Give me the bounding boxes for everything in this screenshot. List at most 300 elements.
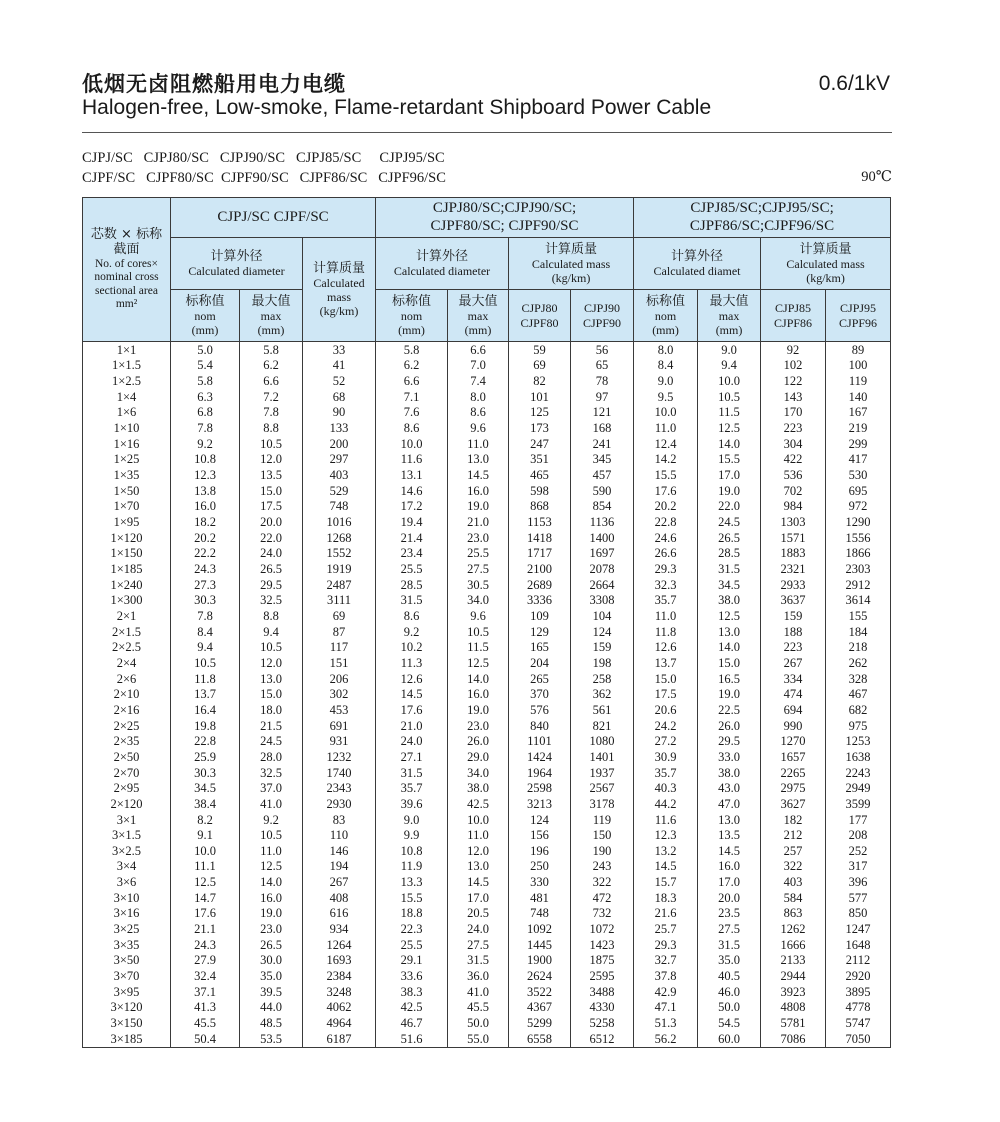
header-max-cn: 最大值 [251, 293, 291, 309]
table-row [83, 686, 891, 702]
table-cell: 20.2 [171, 530, 240, 546]
table-cell: 27.5 [698, 921, 761, 937]
header-g2-mass-en: Calculated mass [531, 257, 611, 271]
table-cell: 408 [303, 890, 376, 906]
header-g1-diameter-cn: 计算外径 [210, 248, 263, 264]
table-cell: 18.3 [634, 890, 698, 906]
table-row [83, 358, 891, 374]
table-cell: 20.6 [634, 702, 698, 718]
table-cell: 299 [826, 436, 891, 452]
table-cell: 150 [571, 827, 634, 843]
table-cell: 7.8 [171, 608, 240, 624]
table-cell: 975 [826, 718, 891, 734]
table-cell: 17.0 [698, 874, 761, 890]
table-cell: 27.5 [448, 937, 509, 953]
header-g3-mass-a-1: CJPJ85 [775, 301, 812, 316]
table-cell: 328 [826, 671, 891, 687]
table-cell: 330 [509, 874, 571, 890]
table-cell: 47.1 [634, 1000, 698, 1016]
table-cell: 11.0 [634, 608, 698, 624]
table-cell: 13.0 [448, 859, 509, 875]
table-cell: 129 [509, 624, 571, 640]
table-cell: 19.4 [376, 514, 448, 530]
table-cell: 13.7 [171, 686, 240, 702]
table-cell: 1262 [761, 921, 826, 937]
table-cell: 18.8 [376, 906, 448, 922]
table-cell: 1072 [571, 921, 634, 937]
table-cell: 56.2 [634, 1031, 698, 1047]
table-cell: 1866 [826, 546, 891, 562]
table-cell: 3895 [826, 984, 891, 1000]
table-cell: 19.8 [171, 718, 240, 734]
table-cell: 11.0 [448, 827, 509, 843]
table-cell: 13.0 [698, 624, 761, 640]
table-cell: 6.8 [171, 405, 240, 421]
table-cell: 1919 [303, 561, 376, 577]
table-cell: 453 [303, 702, 376, 718]
table-cell: 10.0 [634, 405, 698, 421]
table-cell: 931 [303, 733, 376, 749]
table-cell: 35.7 [634, 593, 698, 609]
table-cell: 110 [303, 827, 376, 843]
header-group-1: CJPJ/SC CJPF/SC [171, 198, 376, 238]
table-cell: 1875 [571, 953, 634, 969]
table-cell: 6512 [571, 1031, 634, 1047]
table-cell: 7.8 [240, 405, 303, 421]
table-cell: 38.0 [448, 780, 509, 796]
table-cell: 50.4 [171, 1031, 240, 1047]
table-cell: 29.3 [634, 561, 698, 577]
table-cell: 10.5 [171, 655, 240, 671]
header-cores-cn: 芯数 × 标称截面 [90, 227, 163, 258]
cell-cores-section: 2×6 [83, 671, 171, 687]
table-cell: 2303 [826, 561, 891, 577]
table-cell: 7.2 [240, 389, 303, 405]
table-row [83, 342, 891, 358]
table-cell: 188 [761, 624, 826, 640]
table-cell: 41 [303, 358, 376, 374]
table-cell: 304 [761, 436, 826, 452]
table-cell: 14.0 [698, 436, 761, 452]
cell-cores-section: 1×1 [83, 342, 171, 358]
cell-cores-section: 3×120 [83, 1000, 171, 1016]
table-cell: 223 [761, 420, 826, 436]
table-row [83, 733, 891, 749]
table-cell: 17.6 [171, 906, 240, 922]
table-cell: 159 [571, 639, 634, 655]
voltage-rating: 0.6/1kV [818, 72, 890, 95]
table-cell: 403 [303, 467, 376, 483]
table-cell: 33.6 [376, 968, 448, 984]
table-cell: 317 [826, 859, 891, 875]
header-g2-mass-a-2: CJPF80 [520, 315, 559, 330]
table-cell: 10.5 [240, 639, 303, 655]
table-cell: 40.3 [634, 780, 698, 796]
cell-cores-section: 2×95 [83, 780, 171, 796]
table-cell: 15.7 [634, 874, 698, 890]
table-cell: 119 [826, 373, 891, 389]
header-nom-en: nom [194, 309, 216, 323]
table-cell: 7.4 [448, 373, 509, 389]
table-cell: 2930 [303, 796, 376, 812]
table-cell: 20.2 [634, 499, 698, 515]
table-cell: 1717 [509, 546, 571, 562]
table-cell: 24.0 [240, 546, 303, 562]
table-cell: 39.6 [376, 796, 448, 812]
header-max-cn: 最大值 [458, 293, 498, 309]
table-row [83, 843, 891, 859]
table-cell: 8.4 [634, 358, 698, 374]
table-cell: 38.3 [376, 984, 448, 1000]
header-max-en: max [260, 309, 282, 323]
table-cell: 173 [509, 420, 571, 436]
table-cell: 934 [303, 921, 376, 937]
table-cell: 124 [571, 624, 634, 640]
table-cell: 140 [826, 389, 891, 405]
table-cell: 694 [761, 702, 826, 718]
header-max-cn: 最大值 [709, 293, 749, 309]
header-g2-mass [509, 238, 634, 290]
table-cell: 31.5 [698, 937, 761, 953]
table-cell: 1697 [571, 546, 634, 562]
table-cell: 9.4 [240, 624, 303, 640]
table-cell: 102 [761, 358, 826, 374]
table-cell: 821 [571, 718, 634, 734]
header-mm: (mm) [715, 323, 743, 338]
table-cell: 11.9 [376, 859, 448, 875]
header-g2-mass-b [571, 290, 634, 342]
table-cell: 536 [761, 467, 826, 483]
table-cell: 6.6 [376, 373, 448, 389]
table-cell: 396 [826, 874, 891, 890]
header-g3-diameter-cn: 计算外径 [671, 248, 724, 264]
table-cell: 170 [761, 405, 826, 421]
table-cell: 9.0 [376, 812, 448, 828]
table-cell: 9.4 [698, 358, 761, 374]
table-cell: 125 [509, 405, 571, 421]
header-nom-cn: 标称值 [185, 293, 225, 309]
cell-cores-section: 1×1.5 [83, 358, 171, 374]
table-cell: 25.5 [376, 561, 448, 577]
header-g3-mass [761, 238, 891, 290]
table-cell: 695 [826, 483, 891, 499]
table-cell: 82 [509, 373, 571, 389]
table-row [83, 373, 891, 389]
header-g1-mass-unit: (kg/km) [319, 304, 359, 319]
table-cell: 16.0 [240, 890, 303, 906]
table-cell: 143 [761, 389, 826, 405]
table-cell: 11.5 [698, 405, 761, 421]
table-cell: 5258 [571, 1015, 634, 1031]
table-cell: 200 [303, 436, 376, 452]
cell-cores-section: 3×1 [83, 812, 171, 828]
table-cell: 26.5 [240, 561, 303, 577]
table-cell: 23.0 [448, 530, 509, 546]
header-g2-diameter [376, 238, 509, 290]
table-cell: 196 [509, 843, 571, 859]
table-cell: 267 [761, 655, 826, 671]
table-cell: 219 [826, 420, 891, 436]
table-cell: 41.3 [171, 1000, 240, 1016]
table-cell: 31.5 [376, 765, 448, 781]
table-cell: 9.4 [171, 639, 240, 655]
header-max-en: max [467, 309, 489, 323]
table-cell: 159 [761, 608, 826, 624]
table-row [83, 702, 891, 718]
cell-cores-section: 2×1 [83, 608, 171, 624]
table-cell: 990 [761, 718, 826, 734]
table-cell: 3627 [761, 796, 826, 812]
table-cell: 24.0 [376, 733, 448, 749]
table-cell: 29.5 [698, 733, 761, 749]
table-cell: 34.0 [448, 593, 509, 609]
table-cell: 748 [303, 499, 376, 515]
table-cell: 322 [761, 859, 826, 875]
table-row [83, 467, 891, 483]
table-cell: 13.8 [171, 483, 240, 499]
cell-cores-section: 3×10 [83, 890, 171, 906]
table-cell: 22.8 [171, 733, 240, 749]
table-cell: 840 [509, 718, 571, 734]
table-cell: 2384 [303, 968, 376, 984]
table-cell: 14.5 [698, 843, 761, 859]
table-cell: 2944 [761, 968, 826, 984]
table-cell: 11.0 [240, 843, 303, 859]
table-cell: 22.0 [240, 530, 303, 546]
table-row [83, 420, 891, 436]
table-cell: 3336 [509, 593, 571, 609]
table-cell: 9.0 [698, 342, 761, 358]
table-cell: 38.0 [698, 593, 761, 609]
header-g1-nom [171, 290, 240, 342]
table-cell: 247 [509, 436, 571, 452]
table-cell: 26.0 [448, 733, 509, 749]
table-cell: 165 [509, 639, 571, 655]
table-cell: 14.2 [634, 452, 698, 468]
table-cell: 1136 [571, 514, 634, 530]
page-title-en: Halogen-free, Low-smoke, Flame-retardant Shipboard Power Cable [82, 96, 712, 119]
table-cell: 732 [571, 906, 634, 922]
header-g1-mass-en-1: Calculated [313, 275, 365, 290]
table-cell: 50.0 [448, 1015, 509, 1031]
table-cell: 1400 [571, 530, 634, 546]
table-cell: 12.3 [634, 827, 698, 843]
table-cell: 87 [303, 624, 376, 640]
table-cell: 47.0 [698, 796, 761, 812]
table-row [83, 718, 891, 734]
table-row [83, 796, 891, 812]
table-cell: 48.5 [240, 1015, 303, 1031]
table-cell: 52 [303, 373, 376, 389]
table-cell: 1556 [826, 530, 891, 546]
table-cell: 7.0 [448, 358, 509, 374]
table-row [83, 499, 891, 515]
header-cores-section [83, 198, 171, 342]
table-cell: 561 [571, 702, 634, 718]
cell-cores-section: 3×150 [83, 1015, 171, 1031]
table-cell: 1153 [509, 514, 571, 530]
table-cell: 22.8 [634, 514, 698, 530]
table-cell: 28.5 [376, 577, 448, 593]
table-cell: 691 [303, 718, 376, 734]
table-row [83, 483, 891, 499]
header-cores-en-3: sectional area [95, 284, 158, 297]
table-cell: 9.9 [376, 827, 448, 843]
table-row [83, 608, 891, 624]
table-cell: 12.5 [698, 608, 761, 624]
cell-cores-section: 2×70 [83, 765, 171, 781]
table-row [83, 1015, 891, 1031]
table-cell: 24.3 [171, 937, 240, 953]
table-cell: 28.5 [698, 546, 761, 562]
table-row [83, 405, 891, 421]
table-cell: 12.3 [171, 467, 240, 483]
table-cell: 37.1 [171, 984, 240, 1000]
table-cell: 2133 [761, 953, 826, 969]
cell-cores-section: 2×1.5 [83, 624, 171, 640]
table-cell: 11.1 [171, 859, 240, 875]
cell-cores-section: 1×2.5 [83, 373, 171, 389]
header-group-2-line-2: CJPF80/SC; CJPF90/SC [430, 217, 579, 234]
table-cell: 7.6 [376, 405, 448, 421]
table-cell: 17.0 [448, 890, 509, 906]
cell-cores-section: 1×150 [83, 546, 171, 562]
table-row [83, 436, 891, 452]
table-cell: 4964 [303, 1015, 376, 1031]
table-cell: 530 [826, 467, 891, 483]
table-cell: 1571 [761, 530, 826, 546]
table-cell: 42.5 [376, 1000, 448, 1016]
table-cell: 2933 [761, 577, 826, 593]
header-g2-mass-b-1: CJPJ90 [584, 301, 621, 316]
table-cell: 3522 [509, 984, 571, 1000]
table-cell: 2243 [826, 765, 891, 781]
table-cell: 481 [509, 890, 571, 906]
table-cell: 1264 [303, 937, 376, 953]
table-cell: 46.0 [698, 984, 761, 1000]
table-cell: 32.5 [240, 593, 303, 609]
table-cell: 17.5 [634, 686, 698, 702]
table-cell: 3637 [761, 593, 826, 609]
table-cell: 2920 [826, 968, 891, 984]
header-divider [82, 132, 892, 133]
header-nom-cn: 标称值 [646, 293, 686, 309]
table-row [83, 389, 891, 405]
header-group-3 [634, 198, 891, 238]
table-cell: 26.5 [698, 530, 761, 546]
cell-cores-section: 1×300 [83, 593, 171, 609]
cell-cores-section: 1×4 [83, 389, 171, 405]
table-cell: 204 [509, 655, 571, 671]
table-cell: 9.5 [634, 389, 698, 405]
table-cell: 241 [571, 436, 634, 452]
header-g2-diameter-en: Calculated diameter [393, 264, 491, 279]
table-cell: 8.8 [240, 420, 303, 436]
table-cell: 17.0 [698, 467, 761, 483]
table-body [83, 342, 891, 1048]
cell-cores-section: 1×25 [83, 452, 171, 468]
cell-cores-section: 3×25 [83, 921, 171, 937]
table-row [83, 452, 891, 468]
table-cell: 33.0 [698, 749, 761, 765]
table-cell: 748 [509, 906, 571, 922]
table-cell: 27.3 [171, 577, 240, 593]
table-cell: 133 [303, 420, 376, 436]
table-cell: 122 [761, 373, 826, 389]
header-mm: (mm) [652, 323, 679, 338]
table-cell: 17.5 [240, 499, 303, 515]
header-group-2-line-1: CJPJ80/SC;CJPJ90/SC; [432, 199, 577, 216]
table-cell: 24.0 [448, 921, 509, 937]
table-cell: 4062 [303, 1000, 376, 1016]
table-cell: 1268 [303, 530, 376, 546]
table-cell: 984 [761, 499, 826, 515]
table-cell: 9.2 [171, 436, 240, 452]
table-cell: 262 [826, 655, 891, 671]
cell-cores-section: 1×185 [83, 561, 171, 577]
table-cell: 23.4 [376, 546, 448, 562]
table-cell: 22.5 [698, 702, 761, 718]
table-cell: 35.0 [698, 953, 761, 969]
table-cell: 45.5 [171, 1015, 240, 1031]
table-cell: 345 [571, 452, 634, 468]
header-g2-mass-cn: 计算质量 [545, 241, 598, 257]
table-cell: 29.3 [634, 937, 698, 953]
table-cell: 37.8 [634, 968, 698, 984]
table-cell: 10.5 [448, 624, 509, 640]
table-cell: 850 [826, 906, 891, 922]
cell-cores-section: 1×35 [83, 467, 171, 483]
header-g3-nom [634, 290, 698, 342]
table-cell: 14.5 [448, 874, 509, 890]
table-cell: 30.5 [448, 577, 509, 593]
table-cell: 3178 [571, 796, 634, 812]
header-g3-diameter [634, 238, 761, 290]
table-cell: 584 [761, 890, 826, 906]
table-cell: 265 [509, 671, 571, 687]
table-cell: 12.0 [240, 655, 303, 671]
table-cell: 12.5 [240, 859, 303, 875]
table-cell: 32.7 [634, 953, 698, 969]
table-cell: 297 [303, 452, 376, 468]
table-cell: 6558 [509, 1031, 571, 1047]
table-cell: 30.3 [171, 593, 240, 609]
table-cell: 4808 [761, 1000, 826, 1016]
table-cell: 59 [509, 342, 571, 358]
table-cell: 92 [761, 342, 826, 358]
table-cell: 5.0 [171, 342, 240, 358]
table-cell: 24.5 [698, 514, 761, 530]
table-cell: 1657 [761, 749, 826, 765]
table-cell: 250 [509, 859, 571, 875]
table-cell: 10.0 [698, 373, 761, 389]
table-cell: 10.0 [376, 436, 448, 452]
table-cell: 68 [303, 389, 376, 405]
header-g3-mass-unit: (kg/km) [806, 271, 845, 286]
table-cell: 117 [303, 639, 376, 655]
table-cell: 4778 [826, 1000, 891, 1016]
table-cell: 30.9 [634, 749, 698, 765]
table-cell: 218 [826, 639, 891, 655]
table-row [83, 1000, 891, 1016]
table-cell: 44.0 [240, 1000, 303, 1016]
table-cell: 16.4 [171, 702, 240, 718]
table-cell: 576 [509, 702, 571, 718]
table-cell: 32.3 [634, 577, 698, 593]
table-cell: 529 [303, 483, 376, 499]
table-cell: 1740 [303, 765, 376, 781]
table-cell: 41.0 [240, 796, 303, 812]
